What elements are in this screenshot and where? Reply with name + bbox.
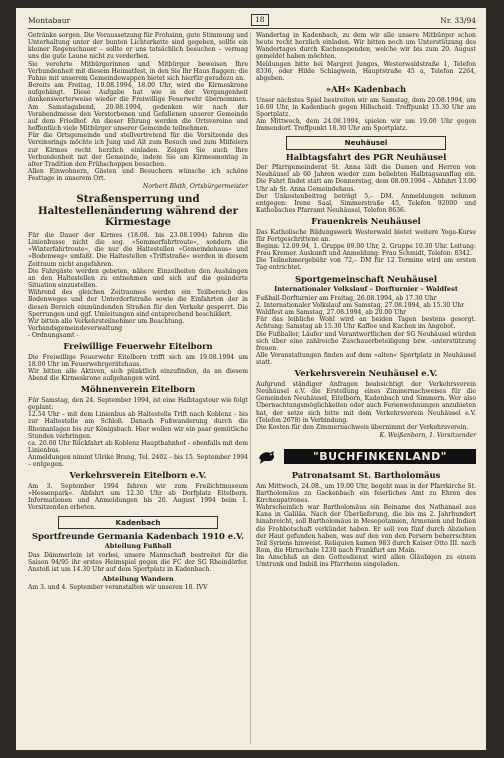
section-box-neuhaeusel: Neuhäusel bbox=[286, 136, 446, 149]
issue-number: Nr. 33/94 bbox=[440, 16, 476, 25]
paragraph: Die Fußballer, Läufer und Verantwortlichen der SG Neuhäusel würden sich über eine zahlreiche Zuschauerbeteiligung bzw. -unterstützung freuen. bbox=[256, 330, 476, 352]
article-heading: Verkehrsverein Eitelborn e.V. bbox=[69, 470, 207, 481]
paragraph: Waldfest am Samstag, 27.08.1994, ab 20.00 Uhr bbox=[256, 309, 407, 317]
paragraph: Fußball-Dorfturnier am Freitag, 26.08.1994, ab 17.30 Uhr bbox=[256, 294, 437, 302]
sub-heading: Abteilung Fußball bbox=[104, 542, 172, 551]
paragraph: Während des gleichen Zeitraumes werden ein Teilbereich des Bodenweges und der Unterdorfstraße sowie die Einfahrten der in diesen Bereich einmündenden Straßen für den Verkehr gesperrt. Die Sperrungen und ggf. Umleitungen sind entsprechend beschildert. bbox=[28, 289, 248, 318]
paragraph: Meldungen bitte bei Margret Junges, Westerwaldstraße 1, Telefon 8336, oder Hilde Schlagwein, Hauptstraße 45 a, Telefon 2264, abgeben. bbox=[256, 60, 476, 82]
paragraph: Verbandsgemeindeverwaltung bbox=[28, 324, 123, 332]
sub-heading: Abteilung Wandern bbox=[102, 574, 174, 583]
section-box-kadenbach: Kadenbach bbox=[58, 516, 218, 529]
paragraph: Die Teilnehmergebühr von 72,– DM für 12 Termine wird am ersten Tag entrichtet. bbox=[256, 257, 476, 272]
paragraph: Am Mittwoch, dem 24.08.1994, spielen wir um 19.00 Uhr gegen Immendorf. Treffpunkt 18.30 Uhr am Sportplatz. bbox=[256, 118, 476, 133]
paragraph: Am 3. und 4. September veranstalten wir unseren 10. IVV bbox=[28, 584, 208, 592]
paragraph: Am Mittwoch, 24.08., um 19.00 Uhr, begeht man in der Pfarrkirche St. Bartholomäus zu Gackenbach ein feierliches Amt zu Ehren des Kirchenpatrones. bbox=[256, 482, 476, 504]
page-header bbox=[28, 14, 476, 26]
page-number: 18 bbox=[251, 14, 269, 26]
article-heading: Sportgemeinschaft Neuhäusel bbox=[294, 273, 438, 284]
paragraph: ca. 20.00 Uhr Rückfahrt ab Koblenz Hauptbahnhof – ebenfalls mit dem Linienbus. bbox=[28, 439, 248, 454]
paragraph: Das Katholische Bildungswerk Westerwald bietet weitere Yoga-Kurse für Fortgeschrittene an. bbox=[256, 228, 476, 243]
signature: K. Weißenborn, 1. Vorsitzender bbox=[379, 432, 476, 440]
article-heading: Sportfreunde Germania Kadenbach 1910 e.V. bbox=[32, 530, 244, 541]
article-heading: Patronatsamt St. Bartholomäus bbox=[291, 470, 441, 481]
buchfinkenland-title: "BUCHFINKENLAND" bbox=[284, 449, 476, 464]
paragraph: Für Samstag, den 24. September 1994, ist eine Halbtagstour wie folgt geplant: bbox=[28, 396, 248, 412]
paragraph: 12.54 Uhr – mit dem Linienbus ab Haltestelle Trift nach Koblenz – bis zur Haltestelle am Schloß. Danach Fußwanderung durch die Rheinanlagen bis zur Königsbach. Hier wollen wir ein paar gemütliche Stunden verbringen. bbox=[28, 411, 248, 440]
right-column bbox=[256, 32, 476, 569]
paragraph: Die Kosten für den Zimmernachweis übernimmt der Verkehrsverein. bbox=[256, 423, 469, 431]
paragraph: Alle Veranstaltungen finden auf dem »alten« Sportplatz in Neuhäusel statt. bbox=[256, 352, 476, 367]
paragraph: Für die Ortsgemeinde und stellvertretend für die Vorsitzende des Vereinsrings möchte ich Jung und Alt zum Besuch und zum Mitfeiern zur Kirmes recht herzlich einladen. Zeigen Sie auch Ihre Verbundenheit mit der Gemeinde, indem Sie am Kirmesmontag in alter Tradition den Frühschoppen besuchen. bbox=[28, 132, 248, 168]
buchfinkenland-banner bbox=[256, 445, 476, 467]
paragraph: Für die Dauer der Kirmes (18.08. bis 23.08.1994) fahren die Linienbusse nicht die sog. »Sommerfahrtroute«, sondern die »Winterfahrtroute«, die nur die Haltestellen »Gemeindehaus« und »Bodenweg« umfaßt. Die Haltestellen »Triftstraße« werden in diesem Zeitraum nicht angefahren. bbox=[28, 231, 248, 268]
header-rule bbox=[28, 28, 476, 29]
paragraph: Anmeldungen nimmt Ulrike Brang, Tel. 2402 – bis 15. September 1994 – entgegen. bbox=[28, 454, 248, 469]
article-heading: Frauenkreis Neuhäusel bbox=[311, 216, 421, 227]
paragraph: Die Freiwillige Feuerwehr Eitelborn trifft sich am 19.08.1994 um 18.00 Uhr im Feuerwehrgerätehaus. bbox=[28, 353, 248, 368]
left-column bbox=[28, 32, 248, 591]
article-heading: »AH« Kadenbach bbox=[325, 84, 407, 95]
paragraph: 2. Internationaler Volkslauf am Samstag, 27.08.1994, ab 15.30 Uhr bbox=[256, 302, 465, 310]
article-heading: Freiwillige Feuerwehr Eitelborn bbox=[63, 341, 213, 352]
paragraph: - Ordnungsamt - bbox=[28, 332, 79, 340]
article-heading: Möhnenverein Eitelborn bbox=[80, 384, 196, 395]
paragraph: Der Unkostenbeitrag beträgt 5,– DM. Anmeldungen nehmen entgegen: Irene Saal, Simmerstraße 45, Telefon 92000 und Katholisches Pfarramt Neuhäusel, Telefon 8636. bbox=[256, 192, 476, 214]
paragraph: Das Dämmerlein ist vorbei, unsere Mannschaft bestreitet für die Saison 94/95 ihr erstes Heimspiel gegen die FC der SG Rheindörfer. Anstoß ist um 14.30 Uhr auf dem Sportplatz in Kadenbach. bbox=[28, 552, 248, 574]
bird-icon bbox=[256, 445, 278, 467]
header-town: Montabaur bbox=[28, 16, 71, 25]
column-divider bbox=[250, 32, 251, 744]
paragraph: Sie verehrte Mitbürgerinnen und Mitbürger beweisen Ihre Verbundenheit mit diesem Heimatfest, in den Sie Ihr Haus flaggen; die Fahne mit unserem Gemeindewappen bietet sich hierfür geradezu an. bbox=[28, 60, 248, 82]
paragraph: Allen Einwohnern, Gästen und Besuchern wünsche ich schöne Festtage in unserem Ort. bbox=[28, 167, 248, 183]
paragraph: Im Anschluß an den Gottesdienst wird allen Gläubigen zu einem Umtrunk und Imbiß ins Pfarrheim eingeladen. bbox=[256, 554, 476, 569]
paragraph: Die Fahrgäste werden gebeten, nähere Einzelheiten den Aushängen an den Haltestellen zu entnehmen und sich auf die geänderte Situation einzustellen. bbox=[28, 267, 248, 290]
paragraph: Getränke sorgen. Die Voraussetzung für Frohsinn, gute Stimmung und Unterhaltung unter der bunten Lichterkette sind gegeben, sollte ein kleiner Regenschauer – sollte er uns tatsächlich besuchen – vermag uns die gute Laune nicht zu verderben. bbox=[28, 32, 248, 61]
paragraph: Am 3. September 1994 fahren wir zum Freilichtmuseum »Hessenpark«. Abfahrt um 12.30 Uhr ab Dorfplatz Eitelborn. Informationen und Anmeldungen bis 26. August 1994 beim 1. Vorsitzenden erbeten. bbox=[28, 482, 248, 512]
signature: Norbert Blath, Ortsbürgermeister bbox=[142, 183, 248, 191]
article-heading: Halbtagsfahrt des PGR Neuhäusel bbox=[285, 151, 447, 162]
paragraph: Der Pfarrgemeinderat St. Anna lädt die Damen und Herren von Neuhäusel ab 60 Jahren wieder zum beliebten Halbtagsausflug ein. Die Fahrt findet statt am Donnerstag, dem 08.09.1994 – Abfahrt 13.00 Uhr ab St. Anna Gemeindehaus. bbox=[256, 164, 476, 193]
paragraph: Unser nächstes Spiel bestreiten wir am Samstag, dem 20.08.1994, um 16.00 Uhr, in Kadenbach gegen Hillscheid. Treffpunkt 15.30 Uhr am Sportplatz. bbox=[256, 96, 476, 118]
article-heading: Verkehrsverein Neuhäusel e.V. bbox=[294, 368, 438, 379]
paragraph: Wir bitten alle Aktiven, sich pünktlich einzufinden, da an diesem Abend die Kirmeskrone aufgehangen wird. bbox=[28, 368, 248, 383]
newspaper-page bbox=[16, 8, 486, 750]
article-heading: Straßensperrung und Haltestellenänderung während der Kirmestage bbox=[38, 193, 238, 229]
paragraph: Wandertag in Kadenbach, zu dem wir alle unsere Mitbürger schon heute recht herzlich einladen. Wir bitten noch um Unterstützung des Wandertages durch Kuchenspenden, welche wir bis zum 20. August gemeldet haben möchten. bbox=[256, 32, 476, 61]
paragraph: Aufgrund ständiger Anfragen beabsichtigt der Verkehrsverein Neuhäusel e.V. die Erstellung eines Zimmernachweises für die Gemeinden Neuhäusel, Eitelborn, Kadenbach und Simmern. Wer also Übernachtungsmöglichkeiten oder auch Ferienwohnungen anzubieten hat, der setze sich bitte mit dem Verkehrsverein Neuhäusel e.V. (Telefon 2678) in Verbindung. bbox=[256, 380, 476, 424]
paragraph: Für das leibliche Wohl wird an beiden Tagen bestens gesorgt. Achtung: Samstag ab 15.30 Uhr Kaffee und Kuchen im Angebot. bbox=[256, 316, 476, 331]
sub-heading: Internationaler Volkslauf – Dorfturnier – Waldfest bbox=[274, 285, 458, 294]
paragraph: Wahrscheinlich war Bartholomäus ein Beiname des Nathanael aus Kana in Galiläa. Nach der Überlieferung, die bis ins 2. Jahrhundert hinabreicht, soll Bartholomäus in Mesopotamien, Armenien und Indien die Frohbotschaft verkündet haben. Er soll von fünf durch Abziehen der Haut gefunden haben, was auf den von den Persern beherrschten Teil Syriens hinweist. Reliquien kamen 983 durch Kaiser Otto III. nach Rom, die Hirnschale 1238 nach Frankfurt am Main. bbox=[256, 504, 476, 555]
paragraph: Beginn: 12.09.94, 1. Gruppe 09.00 Uhr, 2. Gruppe 10.30 Uhr. Leitung: Frau Kremer. Auskunft und Anmeldung: Frau Schmidt, Telefon: 8342. bbox=[256, 242, 476, 258]
paragraph: Wir bitten alle Verkehrsteilnehmer um Beachtung. bbox=[28, 317, 185, 325]
paragraph: Bereits am Freitag, 19.08.1994, 18.00 Uhr, wird die Kirmeskrone aufgehängt. Diese Aufgabe hat wie in der Vergangenheit dankenswerterweise wieder die Freiwillige Feuerwehr übernommen. Am Samstagabend, 20.08.1994, gedenken wir nach der Vorabendmesse den Verstorbenen und Gefallenen unserer Gemeinde auf dem Friedhof. An dieser Ehrung werden die Ortsvereine und hoffentlich viele Mitbürger unserer Gemeinde teilnehmen. bbox=[28, 82, 248, 133]
